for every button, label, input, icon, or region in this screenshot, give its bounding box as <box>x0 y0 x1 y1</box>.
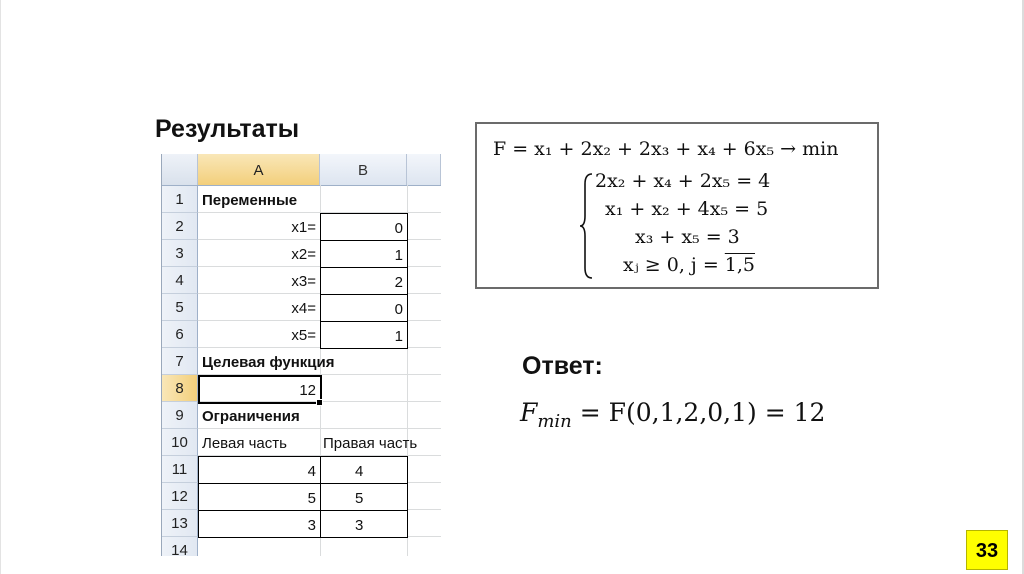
cell-b11[interactable]: 4 <box>320 456 408 484</box>
cell-a12[interactable]: 5 <box>198 483 321 511</box>
row-header-selected[interactable]: 8 <box>162 375 198 402</box>
slide-title: Результаты <box>155 115 300 143</box>
cell-a11[interactable]: 4 <box>198 456 321 484</box>
cell-b3[interactable]: 1 <box>320 240 408 268</box>
select-all-corner[interactable] <box>162 154 198 185</box>
answer-label: Ответ: <box>522 352 603 380</box>
answer-formula <box>520 398 825 432</box>
page-number-badge: 33 <box>966 530 1008 570</box>
row-header[interactable]: 12 <box>162 483 198 510</box>
index-range: 1,5 <box>724 254 756 276</box>
row-header[interactable]: 4 <box>162 267 198 294</box>
constraint-3: x₃ + x₅ = 3 <box>635 226 740 248</box>
slide-left-border <box>0 0 1 574</box>
row-header[interactable]: 2 <box>162 213 198 240</box>
cell-a7[interactable]: Целевая функция <box>202 354 335 371</box>
row-header[interactable]: 10 <box>162 429 198 456</box>
row-header[interactable]: 14 <box>162 537 198 556</box>
row-header[interactable]: 11 <box>162 456 198 483</box>
nonnegativity-condition: xⱼ ≥ 0, j = <box>623 254 725 276</box>
cell-b10[interactable]: Правая часть <box>323 435 418 452</box>
cell-a13[interactable]: 3 <box>198 510 321 538</box>
row-header[interactable]: 13 <box>162 510 198 537</box>
constraint-2: x₁ + x₂ + 4x₅ = 5 <box>605 198 769 220</box>
cell-a10[interactable]: Левая часть <box>202 435 287 452</box>
cell-b13[interactable]: 3 <box>320 510 408 538</box>
row-header[interactable]: 3 <box>162 240 198 267</box>
column-header-b[interactable]: B <box>320 154 407 185</box>
row-header[interactable]: 7 <box>162 348 198 375</box>
row-header[interactable]: 6 <box>162 321 198 348</box>
cell-a3[interactable]: x2= <box>291 246 316 263</box>
cell-a5[interactable]: x4= <box>291 300 316 317</box>
cell-b2[interactable]: 0 <box>320 213 408 241</box>
cell-b6[interactable]: 1 <box>320 321 408 349</box>
answer-rhs: = F(0,1,2,0,1) = 12 <box>571 398 826 427</box>
row-header[interactable]: 1 <box>162 186 198 213</box>
objective-function: F = x₁ + 2x₂ + 2x₃ + x₄ + 6x₅ → min <box>493 138 839 160</box>
cell-a2[interactable]: x1= <box>291 219 316 236</box>
cell-a4[interactable]: x3= <box>291 273 316 290</box>
cell-a8-active[interactable]: 12 <box>198 375 322 404</box>
cell-a9[interactable]: Ограничения <box>202 408 300 425</box>
lp-problem-box <box>475 122 879 289</box>
left-brace-icon <box>579 172 593 280</box>
row-header[interactable]: 5 <box>162 294 198 321</box>
constraint-1: 2x₂ + x₄ + 2x₅ = 4 <box>595 170 771 192</box>
cell-b12[interactable]: 5 <box>320 483 408 511</box>
constraint-4 <box>623 254 755 276</box>
cell-a1[interactable]: Переменные <box>202 192 298 209</box>
answer-lhs: F <box>520 398 538 427</box>
column-header-a[interactable]: A <box>198 154 320 185</box>
row-header[interactable]: 9 <box>162 402 198 429</box>
answer-lhs-subscript: min <box>537 411 572 432</box>
cell-b5[interactable]: 0 <box>320 294 408 322</box>
cell-a6[interactable]: x5= <box>291 327 316 344</box>
cell-b4[interactable]: 2 <box>320 267 408 295</box>
spreadsheet <box>161 154 441 556</box>
column-header-c[interactable] <box>407 154 441 185</box>
